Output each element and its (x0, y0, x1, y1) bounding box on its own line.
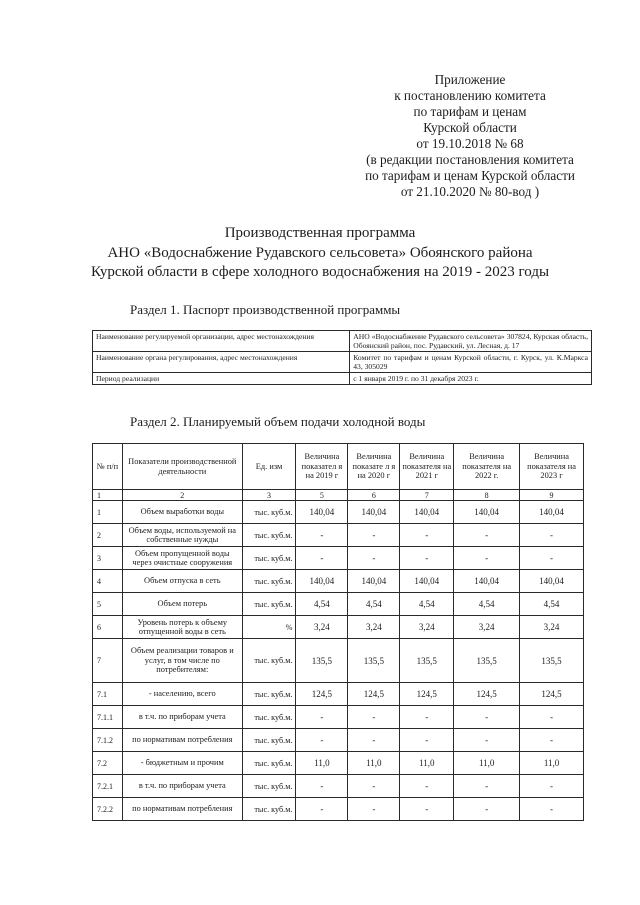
column-index: 8 (454, 490, 520, 501)
value-cell: 11,0 (520, 752, 584, 775)
row-number: 5 (93, 593, 123, 616)
section-1-heading: Раздел 1. Паспорт производственной программы (130, 302, 401, 317)
column-header: Ед. изм (242, 444, 296, 490)
column-header: № п/п (93, 444, 123, 490)
value-cell: 135,5 (520, 639, 584, 683)
unit-cell: тыс. куб.м. (242, 798, 296, 821)
passport-row (93, 331, 592, 352)
indicator-name: Объем пропущенной воды через очистные сооружения (122, 547, 242, 570)
value-cell: - (454, 798, 520, 821)
value-cell: - (454, 775, 520, 798)
value-cell: 140,04 (400, 501, 454, 524)
value-cell: 3,24 (348, 616, 400, 639)
value-cell: - (454, 706, 520, 729)
value-cell: - (348, 524, 400, 547)
indicator-name: в т.ч. по приборам учета (122, 775, 242, 798)
indicator-name: Уровень потерь к объему отпущенной воды в сеть (122, 616, 242, 639)
unit-cell: тыс. куб.м. (242, 547, 296, 570)
value-cell: - (296, 524, 348, 547)
value-cell: 135,5 (296, 639, 348, 683)
column-index: 9 (520, 490, 584, 501)
row-number: 7.2.1 (93, 775, 123, 798)
indicator-name: - населению, всего (122, 683, 242, 706)
value-cell: - (400, 706, 454, 729)
value-cell: - (520, 547, 584, 570)
unit-cell: тыс. куб.м. (242, 683, 296, 706)
header-line: по тарифам и ценам Курской области (365, 168, 575, 183)
value-cell: 4,54 (454, 593, 520, 616)
value-cell: - (348, 706, 400, 729)
unit-cell: тыс. куб.м. (242, 729, 296, 752)
column-header: Величина показател я на 2019 г (296, 444, 348, 490)
value-cell: 124,5 (348, 683, 400, 706)
value-cell: 3,24 (296, 616, 348, 639)
indicator-name: по нормативам потребления (122, 729, 242, 752)
table-header-row (93, 444, 584, 490)
table-row (93, 798, 584, 821)
value-cell: 140,04 (454, 501, 520, 524)
indicator-name: Объем потерь (122, 593, 242, 616)
indicator-name: Объем реализации товаров и услуг, в том числе по потребителям: (122, 639, 242, 683)
table-row (93, 616, 584, 639)
value-cell: - (400, 798, 454, 821)
value-cell: 140,04 (348, 501, 400, 524)
header-line: от 21.10.2020 № 80-вод ) (400, 184, 540, 199)
value-cell: 135,5 (454, 639, 520, 683)
column-index: 3 (242, 490, 296, 501)
indicator-name: Объем отпуска в сеть (122, 570, 242, 593)
row-number: 1 (93, 501, 123, 524)
unit-cell: тыс. куб.м. (242, 501, 296, 524)
value-cell: - (520, 524, 584, 547)
value-cell: - (348, 547, 400, 570)
table-row (93, 547, 584, 570)
value-cell: - (296, 729, 348, 752)
value-cell: 4,54 (296, 593, 348, 616)
column-index: 2 (122, 490, 242, 501)
column-index: 6 (348, 490, 400, 501)
value-cell: 140,04 (296, 501, 348, 524)
unit-cell: % (242, 616, 296, 639)
column-header: Величина показателя на 2021 г (400, 444, 454, 490)
header-line: от 19.10.2018 № 68 (416, 136, 524, 151)
section-2-heading: Раздел 2. Планируемый объем подачи холодной воды (130, 414, 426, 429)
row-number: 4 (93, 570, 123, 593)
value-cell: - (296, 547, 348, 570)
value-cell: 140,04 (348, 570, 400, 593)
title-line: АНО «Водоснабжение Рудавского сельсовета» Обоянского района (107, 244, 533, 261)
table-row (93, 706, 584, 729)
row-number: 2 (93, 524, 123, 547)
value-cell: 11,0 (296, 752, 348, 775)
row-number: 7.2 (93, 752, 123, 775)
value-cell: - (400, 524, 454, 547)
unit-cell: тыс. куб.м. (242, 639, 296, 683)
value-cell: - (348, 798, 400, 821)
approval-header (320, 72, 620, 200)
unit-cell: тыс. куб.м. (242, 752, 296, 775)
value-cell: 11,0 (454, 752, 520, 775)
header-line: по тарифам и ценам (413, 104, 527, 119)
value-cell: 124,5 (296, 683, 348, 706)
indicator-name: по нормативам потребления (122, 798, 242, 821)
unit-cell: тыс. куб.м. (242, 775, 296, 798)
indicator-name: - бюджетным и прочим (122, 752, 242, 775)
value-cell: 124,5 (520, 683, 584, 706)
indicator-name: в т.ч. по приборам учета (122, 706, 242, 729)
value-cell: 11,0 (400, 752, 454, 775)
value-cell: - (454, 547, 520, 570)
header-line: (в редакции постановления комитета (366, 152, 574, 167)
value-cell: - (296, 706, 348, 729)
unit-cell: тыс. куб.м. (242, 570, 296, 593)
document-title (60, 224, 580, 283)
value-cell: - (348, 729, 400, 752)
row-number: 7.1.1 (93, 706, 123, 729)
value-cell: 11,0 (348, 752, 400, 775)
unit-cell: тыс. куб.м. (242, 706, 296, 729)
table-row (93, 639, 584, 683)
indicator-name: Объем воды, используемой на собственные нужды (122, 524, 242, 547)
table-row (93, 775, 584, 798)
value-cell: - (400, 547, 454, 570)
water-volume-table (92, 443, 584, 821)
passport-row (93, 352, 592, 373)
passport-label: Наименование органа регулирования, адрес местонахождения (93, 352, 350, 373)
value-cell: - (520, 729, 584, 752)
passport-row (93, 373, 592, 385)
row-number: 3 (93, 547, 123, 570)
row-number: 7.1.2 (93, 729, 123, 752)
header-line: к постановлению комитета (394, 88, 546, 103)
value-cell: 4,54 (520, 593, 584, 616)
value-cell: - (454, 729, 520, 752)
value-cell: 124,5 (400, 683, 454, 706)
value-cell: 140,04 (520, 570, 584, 593)
value-cell: 124,5 (454, 683, 520, 706)
unit-cell: тыс. куб.м. (242, 593, 296, 616)
table-row (93, 524, 584, 547)
table-row (93, 593, 584, 616)
header-line: Курской области (423, 120, 517, 135)
column-header: Величина показате л я на 2020 г (348, 444, 400, 490)
value-cell: 3,24 (400, 616, 454, 639)
column-header: Величина показателя на 2023 г (520, 444, 584, 490)
passport-value: с 1 января 2019 г. по 31 декабря 2023 г. (350, 373, 592, 385)
row-number: 6 (93, 616, 123, 639)
value-cell: - (454, 524, 520, 547)
value-cell: - (348, 775, 400, 798)
passport-label: Наименование регулируемой организации, адрес местонахождения (93, 331, 350, 352)
passport-value: АНО «Водоснабжение Рудавского сельсовета» 307824, Курская область, Обоянский район, пос. Рудавский, ул. Лесная, д. 17 (350, 331, 592, 352)
table-row (93, 501, 584, 524)
row-number: 7 (93, 639, 123, 683)
column-index: 7 (400, 490, 454, 501)
column-header: Величина показателя на 2022 г. (454, 444, 520, 490)
value-cell: 140,04 (296, 570, 348, 593)
value-cell: 135,5 (400, 639, 454, 683)
value-cell: 4,54 (400, 593, 454, 616)
value-cell: - (400, 729, 454, 752)
title-line: Производственная программа (224, 225, 416, 241)
table-row (93, 729, 584, 752)
header-line: Приложение (434, 72, 506, 87)
column-header: Показатели производственной деятельности (122, 444, 242, 490)
column-index: 1 (93, 490, 123, 501)
unit-cell: тыс. куб.м. (242, 524, 296, 547)
passport-value: Комитет по тарифам и ценам Курской области, г. Курск, ул. К.Маркса 43, 305029 (350, 352, 592, 373)
passport-label: Период реализации (93, 373, 350, 385)
table-row (93, 683, 584, 706)
column-index-row (93, 490, 584, 501)
value-cell: - (296, 775, 348, 798)
passport-table (92, 330, 592, 385)
value-cell: 4,54 (348, 593, 400, 616)
value-cell: 140,04 (520, 501, 584, 524)
table-row (93, 570, 584, 593)
value-cell: - (520, 706, 584, 729)
row-number: 7.2.2 (93, 798, 123, 821)
value-cell: 140,04 (400, 570, 454, 593)
table-row (93, 752, 584, 775)
column-index: 5 (296, 490, 348, 501)
title-line: Курской области в сфере холодного водоснабжения на 2019 - 2023 годы (90, 264, 550, 280)
indicator-name: Объем выработки воды (122, 501, 242, 524)
value-cell: - (520, 798, 584, 821)
value-cell: - (296, 798, 348, 821)
value-cell: 140,04 (454, 570, 520, 593)
value-cell: - (400, 775, 454, 798)
value-cell: 135,5 (348, 639, 400, 683)
value-cell: 3,24 (454, 616, 520, 639)
value-cell: - (520, 775, 584, 798)
value-cell: 3,24 (520, 616, 584, 639)
row-number: 7.1 (93, 683, 123, 706)
